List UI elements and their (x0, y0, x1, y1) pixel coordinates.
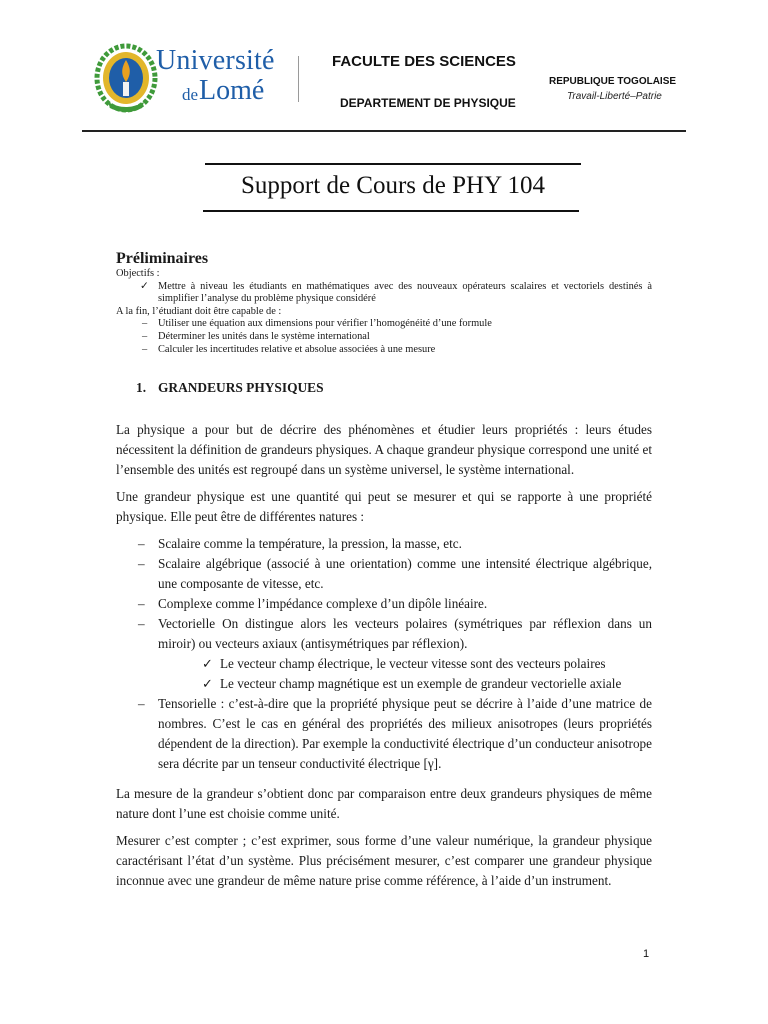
document-title: Support de Cours de PHY 104 (241, 172, 545, 199)
page-number: 1 (643, 948, 650, 960)
dash-bullet-icon: – (138, 536, 145, 552)
dash-bullet-icon: – (138, 556, 145, 572)
nature-text: Scalaire algébrique (associé à une orientation) comme une intensité électrique algébrique, une composante de vitesse, etc. (158, 556, 652, 592)
national-motto: Travail-Liberté–Patrie (567, 91, 662, 102)
section-1-body (116, 420, 652, 891)
objectifs-label: Objectifs : (116, 268, 160, 279)
preliminaires-heading: Préliminaires (116, 250, 209, 267)
nature-item (116, 694, 652, 774)
section-1-heading (136, 379, 652, 396)
capability-item (116, 344, 652, 357)
natures-list (116, 534, 652, 774)
checkmark-icon: ✓ (140, 280, 149, 292)
document-body (116, 249, 652, 891)
title-rule-top (205, 163, 581, 165)
preliminaires-section (116, 268, 652, 356)
vector-example-item (116, 674, 652, 694)
nature-text: Tensorielle : c’est-à-dire que la propriété physique peut se décrire à l’aide d’une matrice de nombres. C’est le cas en général des propriétés des milieux anisotropes (leurs propriétés dépendent de la direction). Par exemple la conductivité électrique d’un conducteur anisotrope sera décrite par un tenseur conductivité électrique [γ]. (158, 696, 652, 772)
capability-item (116, 331, 652, 344)
nature-text: Complexe comme l’impédance complexe d’un dipôle linéaire. (158, 596, 488, 612)
header-divider (82, 130, 686, 132)
nature-item (116, 554, 652, 594)
checkmark-icon: ✓ (202, 656, 214, 672)
logo-city-text: Lomé (199, 75, 265, 106)
university-emblem-icon (94, 40, 158, 116)
vector-example-text: Le vecteur champ électrique, le vecteur vitesse sont des vecteurs polaires (220, 656, 606, 672)
capability-item (116, 318, 652, 331)
objective-item (116, 281, 652, 306)
paragraph: Une grandeur physique est une quantité qui peut se mesurer et qui se rapporte à une propriété physique. Elle peut être de différentes natures : (116, 489, 652, 525)
logo-lome-text (182, 76, 264, 106)
paragraph: Mesurer c’est compter ; c’est exprimer, sous forme d’une valeur numérique, la grandeur physique caractérisant l’état d’un système. Plus précisément mesurer, c’est comparer une grandeur physique inconnue avec une grandeur de même nature prise comme référence, à l’aide d’un instrument. (116, 833, 652, 889)
dash-bullet-icon: – (138, 616, 145, 632)
paragraph: La physique a pour but de décrire des phénomènes et étudier leurs propriétés : leurs études nécessitent la définition de grandeurs physiques. A chaque grandeur physique correspond une unité et l’ensemble des unités est regroupé dans un système universel, le système international. (116, 422, 652, 478)
faculty-name: FACULTE DES SCIENCES (332, 53, 516, 70)
dash-bullet-icon: – (142, 318, 148, 330)
section-number: 1. (136, 380, 147, 396)
university-logo (94, 40, 294, 116)
dash-bullet-icon: – (142, 343, 148, 355)
capability-text: Calculer les incertitudes relative et absolue associées à une mesure (158, 343, 436, 355)
nature-item (116, 594, 652, 614)
nature-text: Vectorielle On distingue alors les vecteurs polaires (symétriques par réflexion dans un miroir) ou vecteurs axiaux (antisymétriques par réflexion). (158, 616, 652, 652)
nature-text: Scalaire comme la température, la pression, la masse, etc. (158, 536, 462, 552)
republic-name: REPUBLIQUE TOGOLAISE (549, 76, 677, 87)
capable-label: A la fin, l’étudiant doit être capable de : (116, 305, 282, 317)
paragraph: La mesure de la grandeur s’obtient donc par comparaison entre deux grandeurs physiques de même nature dont l’une est choisie comme unité. (116, 786, 652, 822)
dash-bullet-icon: – (138, 596, 145, 612)
dash-bullet-icon: – (142, 330, 148, 342)
logo-university-text: Université (156, 45, 275, 76)
logo-de-text: de (182, 85, 199, 104)
objective-text: Mettre à niveau les étudiants en mathématiques avec des nouveaux opérateurs scalaires et vectoriels destinés à simplifier l’analyse du problème physique considéré (158, 280, 652, 305)
nature-item (116, 534, 652, 554)
section-title: GRANDEURS PHYSIQUES (158, 380, 324, 396)
vector-example-item (116, 654, 652, 674)
checkmark-icon: ✓ (202, 676, 214, 692)
capabilities-list (116, 318, 652, 356)
vector-example-text: Le vecteur champ magnétique est un exemple de grandeur vectorielle axiale (220, 676, 622, 692)
department-name: DEPARTEMENT DE PHYSIQUE (340, 96, 516, 110)
logo-divider (298, 56, 299, 102)
dash-bullet-icon: – (138, 696, 145, 712)
capability-text: Utiliser une équation aux dimensions pour vérifier l’homogénéité d’une formule (158, 318, 492, 330)
objectives-list (116, 281, 652, 306)
title-rule-bottom (203, 210, 579, 212)
capability-text: Déterminer les unités dans le système international (158, 330, 370, 342)
nature-item (116, 614, 652, 694)
vector-examples-list (116, 654, 652, 694)
